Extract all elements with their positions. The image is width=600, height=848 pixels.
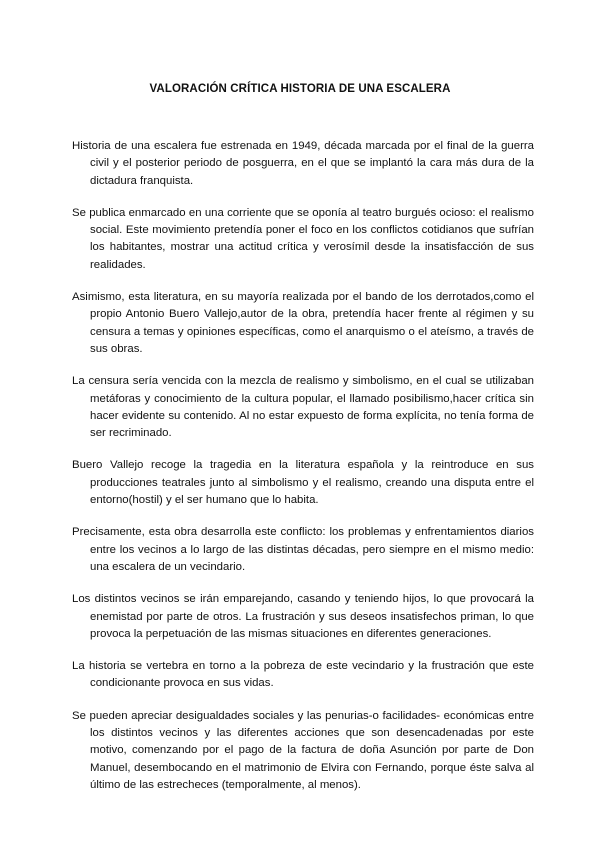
paragraph-9: Se pueden apreciar desigualdades sociales y las penurias-o facilidades- económicas entre los distintos vecinos y las diferentes acciones que son desencadenadas por este motivo, comenzando por el pago de la factura de doña Asunción por parte de Don Manuel, desembocando en el matrimonio de Elvira con Fernando, porque éste salva al último de las estrecheces (temporalmente, al menos). [72, 709, 534, 791]
paragraph-1: Historia de una escalera fue estrenada en 1949, década marcada por el final de la guerra civil y el posterior periodo de posguerra, en el que se implantó la cara más dura de la dictadura franquista. [72, 140, 534, 187]
document-title: VALORACIÓN CRÍTICA HISTORIA DE UNA ESCALERA [149, 83, 451, 95]
document-body [72, 138, 534, 809]
paragraph-2: Se publica enmarcado en una corriente que se oponía al teatro burgués ocioso: el realismo social. Este movimiento pretendía poner el foco en los conflictos cotidianos que sufrían los habitantes, mostrar una actitud crítica y verosímil desde la insatisfacción de sus realidades. [72, 206, 534, 271]
paragraph-6: Precisamente, esta obra desarrolla este conflicto: los problemas y enfrentamientos diarios entre los vecinos a lo largo de las distintas décadas, pero siempre en el mismo medio: una escalera de un vecindario. [72, 526, 534, 573]
paragraph-7: Los distintos vecinos se irán emparejando, casando y teniendo hijos, lo que provocará la enemistad por parte de otros. La frustración y sus deseos insatisfechos priman, lo que provoca la perpetuación de las mismas situaciones en diferentes generaciones. [72, 593, 534, 640]
paragraph-5: Buero Vallejo recoge la tragedia en la literatura española y la reintroduce en sus producciones teatrales junto al simbolismo y el realismo, creando una disputa entre el entorno(hostil) y el ser humano que lo habita. [72, 459, 534, 507]
paragraph-4: La censura sería vencida con la mezcla de realismo y simbolismo, en el cual se utilizaban metáforas y conocimiento de la cultura popular, el llamado posibilismo,hacer crítica sin hacer evidente su contenido. Al no estar expuesto de forma explícita, no tenía forma de ser recriminado. [72, 375, 534, 440]
paragraph-8: La historia se vertebra en torno a la pobreza de este vecindario y la frustración que este condicionante provoca en sus vidas. [72, 660, 534, 690]
paragraph-3: Asimismo, esta literatura, en su mayoría realizada por el bando de los derrotados,como el propio Antonio Buero Vallejo,autor de la obra, pretendía hacer frente al régimen y su censura a temas y opiniones específicas, como el anarquismo o el ateísmo, a través de sus obras. [72, 291, 534, 355]
